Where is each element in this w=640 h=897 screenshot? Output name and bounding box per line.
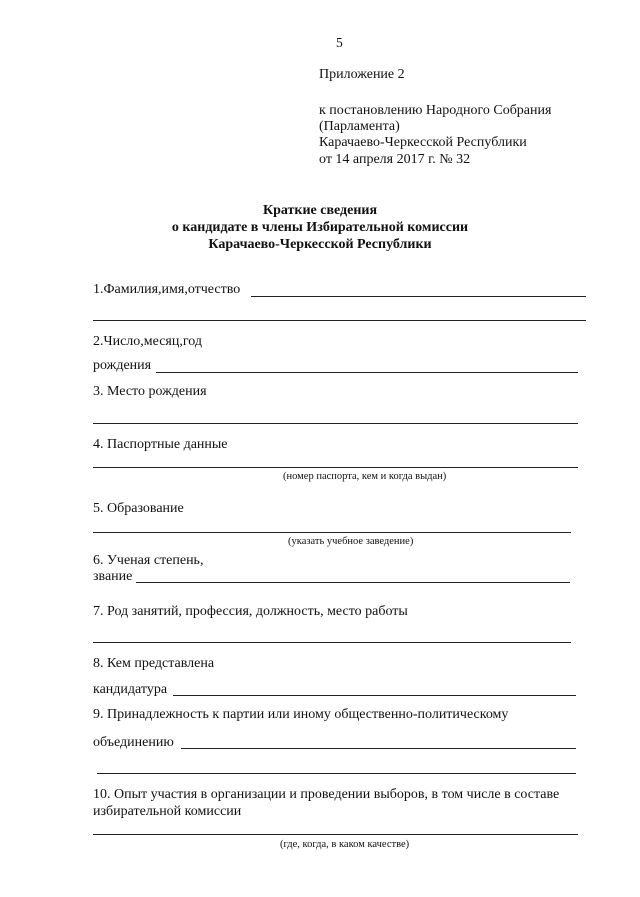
field-full-name-line-2[interactable] bbox=[93, 320, 586, 321]
field-degree-line[interactable] bbox=[136, 582, 570, 583]
page-number: 5 bbox=[336, 35, 343, 50]
appendix-line-3: Карачаево-Черкесской Республики bbox=[319, 135, 527, 150]
appendix-title: Приложение 2 bbox=[319, 67, 405, 82]
field-experience-line[interactable] bbox=[93, 834, 578, 835]
field-birth-date-label-2: рождения bbox=[93, 358, 152, 373]
field-education-label: 5. Образование bbox=[93, 501, 184, 516]
field-nominated-line[interactable] bbox=[173, 695, 576, 696]
appendix-line-1: к постановлению Народного Собрания bbox=[319, 103, 552, 118]
field-party-line-2[interactable] bbox=[97, 773, 576, 774]
field-experience-label: 10. Опыт участия в организации и проведении выборов, в том числе в составе bbox=[93, 787, 560, 802]
appendix-line-2: (Парламента) bbox=[319, 119, 400, 134]
field-experience-label-2: избирательной комиссии bbox=[93, 804, 242, 819]
heading-line-1: Краткие сведения bbox=[262, 203, 378, 218]
field-birth-place-label: 3. Место рождения bbox=[93, 384, 207, 399]
field-experience-hint: (где, когда, в каком качестве) bbox=[280, 839, 410, 850]
heading-line-3: Карачаево-Черкесской Республики bbox=[208, 237, 432, 252]
field-birth-date-label: 2.Число,месяц,год bbox=[93, 334, 202, 349]
field-passport-line[interactable] bbox=[93, 467, 578, 468]
field-party-line[interactable] bbox=[181, 748, 576, 749]
appendix-line-4: от 14 апреля 2017 г. № 32 bbox=[319, 152, 471, 167]
field-degree-label: 6. Ученая степень, bbox=[93, 553, 204, 568]
field-education-hint: (указать учебное заведение) bbox=[288, 536, 414, 547]
field-degree-label-2: звание bbox=[93, 569, 133, 584]
field-nominated-label-2: кандидатура bbox=[93, 682, 168, 697]
field-birth-place-line[interactable] bbox=[93, 423, 578, 424]
field-passport-hint: (номер паспорта, кем и когда выдан) bbox=[283, 471, 447, 482]
field-birth-date-line[interactable] bbox=[156, 372, 578, 373]
heading-line-2: о кандидате в члены Избирательной комиссии bbox=[171, 220, 469, 235]
field-nominated-label: 8. Кем представлена bbox=[93, 656, 215, 671]
field-passport-label: 4. Паспортные данные bbox=[93, 437, 228, 452]
field-party-label-2: объединению bbox=[93, 735, 174, 750]
field-education-line[interactable] bbox=[93, 532, 571, 533]
field-full-name-line[interactable] bbox=[251, 296, 586, 297]
field-full-name-label: 1.Фамилия,имя,отчество bbox=[93, 282, 241, 297]
field-occupation-line[interactable] bbox=[93, 642, 571, 643]
field-party-label: 9. Принадлежность к партии или иному общественно-политическому bbox=[93, 707, 509, 722]
field-occupation-label: 7. Род занятий, профессия, должность, место работы bbox=[93, 604, 408, 619]
